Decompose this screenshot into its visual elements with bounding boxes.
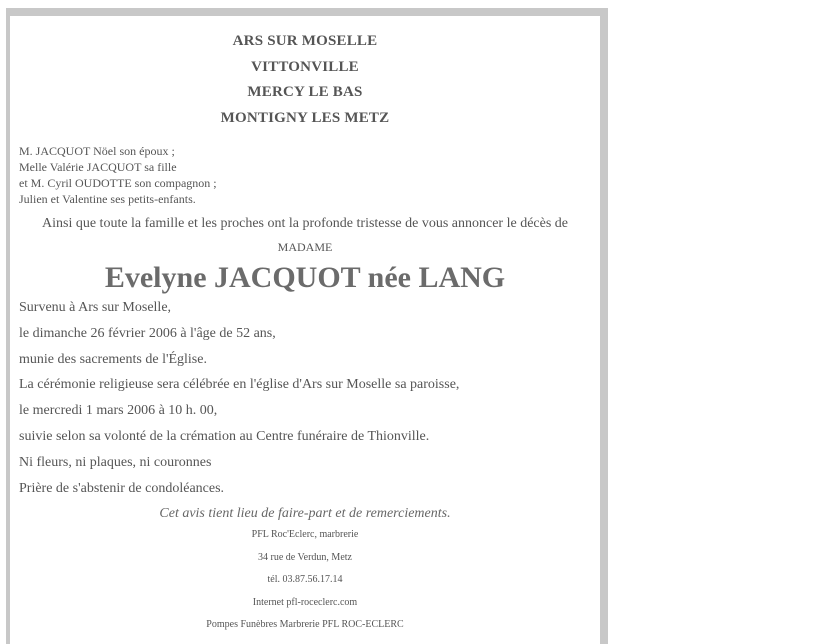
detail-line: munie des sacrements de l'Église. (19, 351, 207, 367)
family-member: et M. Cyril OUDOTTE son compagnon ; (19, 176, 217, 190)
family-list (19, 143, 600, 207)
deceased-name: Evelyne JACQUOT née LANG (104, 261, 506, 294)
details-list (19, 298, 600, 504)
honorific: MADAME (277, 240, 333, 254)
footer-address: 34 rue de Verdun, Metz (258, 551, 352, 563)
footer-website: Internet pfl-roceclerc.com (252, 596, 358, 608)
place-name: VITTONVILLE (251, 58, 359, 75)
detail-line: Prière de s'abstenir de condoléances. (19, 480, 225, 496)
footer-tagline: Pompes Funèbres Marbrerie PFL ROC-ECLERC (206, 619, 404, 631)
place-name: ARS SUR MOSELLE (232, 33, 378, 49)
detail-line: Ni fleurs, ni plaques, ni couronnes (19, 454, 212, 470)
footer-company: PFL Roc'Eclerc, marbrerie (251, 529, 359, 541)
notice-frame (6, 8, 608, 644)
family-member: Julien et Valentine ses petits-enfants. (19, 192, 196, 206)
place-name: MONTIGNY LES METZ (220, 109, 390, 126)
footer-phone: tél. 03.87.56.17.14 (267, 574, 343, 586)
family-member: M. JACQUOT Nöel son époux ; (19, 144, 175, 158)
announcement-intro: Ainsi que toute la famille et les proches ont la profonde tristesse de vous annoncer le décès de (42, 216, 568, 231)
detail-line: le mercredi 1 mars 2006 à 10 h. 00, (19, 403, 218, 419)
funeral-home-footer (10, 528, 600, 641)
obituary-notice (10, 16, 600, 644)
places-list (10, 31, 600, 133)
detail-line: suivie selon sa volonté de la crémation au Centre funéraire de Thionville. (19, 428, 430, 444)
place-name: MERCY LE BAS (247, 84, 363, 100)
detail-line: le dimanche 26 février 2006 à l'âge de 52 ans, (19, 325, 276, 341)
detail-line: La cérémonie religieuse sera célébrée en l'église d'Ars sur Moselle sa paroisse, (19, 377, 460, 393)
closing-note: Cet avis tient lieu de faire-part et de remerciements. (159, 506, 451, 522)
family-member: Melle Valérie JACQUOT sa fille (19, 160, 177, 174)
detail-line: Survenu à Ars sur Moselle, (19, 300, 172, 315)
